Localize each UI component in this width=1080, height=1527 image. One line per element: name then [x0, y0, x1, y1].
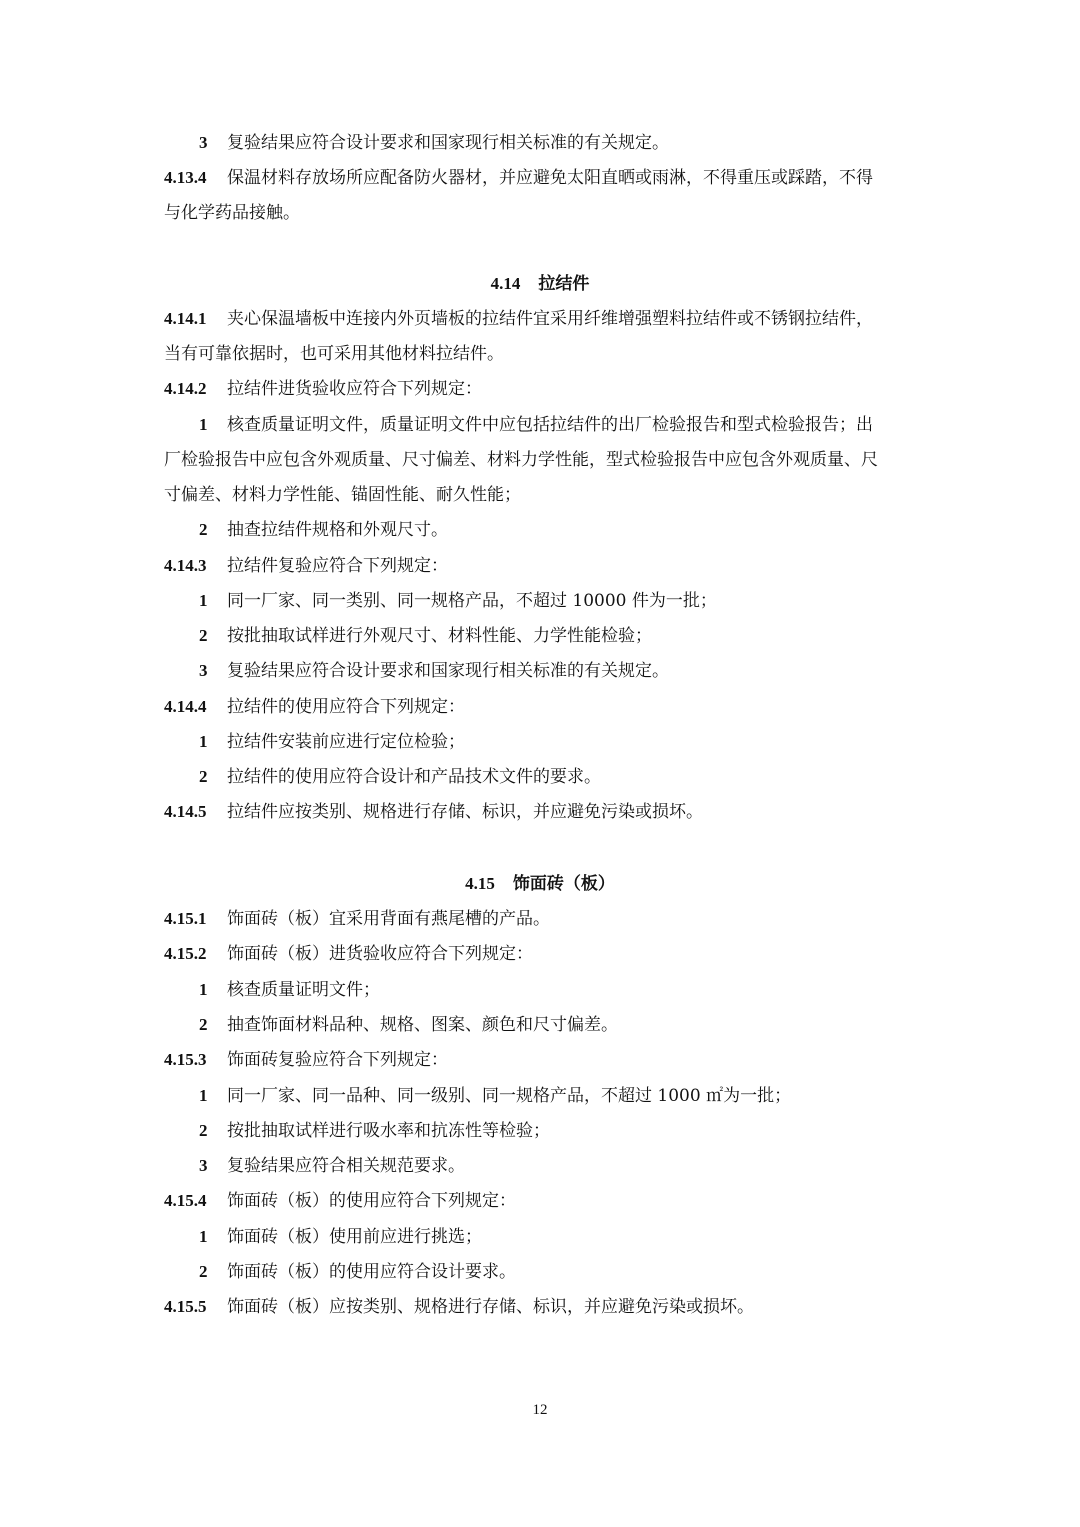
section-heading: [0, 873, 1080, 895]
item-number: 2: [199, 1262, 208, 1281]
item-text: 饰面砖（板）使用前应进行挑选；: [227, 1227, 482, 1247]
item-number: 1: [199, 1227, 208, 1246]
item-number: 2: [199, 1015, 208, 1034]
item-number: 2: [199, 767, 208, 786]
clause-text: 拉结件复验应符合下列规定：: [227, 556, 448, 576]
item-number: 3: [199, 133, 208, 152]
clause-continuation: 当有可靠依据时，也可采用其他材料拉结件。: [164, 344, 504, 364]
item-text: 饰面砖（板）的使用应符合设计要求。: [227, 1262, 516, 1282]
clause-text: 饰面砖复验应符合下列规定：: [227, 1050, 448, 1070]
clause-text: 饰面砖（板）宜采用背面有燕尾槽的产品。: [227, 909, 550, 929]
clause: [164, 308, 873, 330]
list-item: [199, 979, 380, 1001]
item-number: 1: [199, 732, 208, 751]
item-number: 2: [199, 626, 208, 645]
section-number: 4.15: [465, 874, 495, 893]
item-text: 同一厂家、同一品种、同一级别、同一规格产品，不超过 1000 ㎡为一批；: [227, 1086, 792, 1106]
clause-number: 4.15.1: [164, 909, 207, 928]
list-item: [199, 731, 465, 753]
clause-text: 饰面砖（板）的使用应符合下列规定：: [227, 1191, 516, 1211]
clause: [164, 378, 482, 400]
clause: [164, 801, 703, 823]
item-text: 复验结果应符合设计要求和国家现行相关标准的有关规定。: [227, 133, 669, 153]
clause: [164, 908, 550, 930]
item-number: 1: [199, 415, 208, 434]
item-text: 复验结果应符合设计要求和国家现行相关标准的有关规定。: [227, 661, 669, 681]
clause-number: 4.14.2: [164, 379, 207, 398]
section-title: 饰面砖（板）: [512, 874, 615, 894]
clause: [164, 1190, 516, 1212]
section-number: 4.14: [490, 274, 521, 293]
list-item: [199, 1261, 516, 1283]
item-number: 3: [199, 661, 208, 680]
section-title: 拉结件: [538, 274, 590, 294]
list-item: [199, 519, 448, 541]
item-text: 核查质量证明文件；: [227, 980, 380, 1000]
clause-text: 拉结件应按类别、规格进行存储、标识，并应避免污染或损坏。: [227, 802, 703, 822]
list-item: [199, 660, 669, 682]
clause: [164, 1296, 754, 1318]
list-item: [199, 132, 669, 154]
clause-number: 4.14.1: [164, 309, 207, 328]
list-item: [199, 1014, 618, 1036]
list-item: [199, 1226, 482, 1248]
page-number: 12: [532, 1402, 548, 1418]
item-text: 复验结果应符合相关规范要求。: [227, 1156, 465, 1176]
item-continuation: 厂检验报告中应包含外观质量、尺寸偏差、材料力学性能，型式检验报告中应包含外观质量、尺: [164, 450, 878, 470]
clause-text: 饰面砖（板）进货验收应符合下列规定：: [227, 944, 533, 964]
item-text: 同一厂家、同一类别、同一规格产品，不超过 10000 件为一批；: [227, 591, 717, 611]
clause-number: 4.15.4: [164, 1191, 207, 1210]
item-number: 2: [199, 520, 208, 539]
item-text: 按批抽取试样进行吸水率和抗冻性等检验；: [227, 1121, 550, 1141]
item-number: 1: [199, 591, 208, 610]
list-item: [199, 414, 873, 436]
clause: [164, 943, 533, 965]
item-number: 2: [199, 1121, 208, 1140]
item-number: 3: [199, 1156, 208, 1175]
item-number: 1: [199, 1086, 208, 1105]
list-item: [199, 1155, 465, 1177]
clause-number: 4.14.5: [164, 802, 207, 821]
list-item: [199, 1120, 550, 1142]
item-text: 核查质量证明文件，质量证明文件中应包括拉结件的出厂检验报告和型式检验报告；出: [227, 415, 873, 435]
item-text: 按批抽取试样进行外观尺寸、材料性能、力学性能检验；: [227, 626, 652, 646]
clause: [164, 167, 873, 189]
item-text: 拉结件安装前应进行定位检验；: [227, 732, 465, 752]
list-item: [199, 625, 652, 647]
clause-number: 4.13.4: [164, 168, 207, 187]
clause-text: 饰面砖（板）应按类别、规格进行存储、标识，并应避免污染或损坏。: [227, 1297, 754, 1317]
clause-number: 4.15.2: [164, 944, 207, 963]
section-heading: [0, 273, 1080, 295]
clause-number: 4.15.5: [164, 1297, 207, 1316]
clause-text: 夹心保温墙板中连接内外页墙板的拉结件宜采用纤维增强塑料拉结件或不锈钢拉结件，: [227, 309, 873, 329]
item-continuation: 寸偏差、材料力学性能、锚固性能、耐久性能；: [164, 485, 521, 505]
clause-number: 4.15.3: [164, 1050, 207, 1069]
clause-text: 拉结件进货验收应符合下列规定：: [227, 379, 482, 399]
item-text: 拉结件的使用应符合设计和产品技术文件的要求。: [227, 767, 601, 787]
clause-number: 4.14.3: [164, 556, 207, 575]
list-item: [199, 590, 717, 612]
clause: [164, 696, 465, 718]
clause: [164, 1049, 448, 1071]
clause: [164, 555, 448, 577]
clause-text: 拉结件的使用应符合下列规定：: [227, 697, 465, 717]
list-item: [199, 1085, 791, 1107]
item-text: 抽查饰面材料品种、规格、图案、颜色和尺寸偏差。: [227, 1015, 618, 1035]
clause-text: 保温材料存放场所应配备防火器材，并应避免太阳直晒或雨淋，不得重压或踩踏，不得: [227, 168, 873, 188]
clause-continuation: 与化学药品接触。: [164, 203, 300, 223]
list-item: [199, 766, 601, 788]
item-number: 1: [199, 980, 208, 999]
item-text: 抽查拉结件规格和外观尺寸。: [227, 520, 448, 540]
clause-number: 4.14.4: [164, 697, 207, 716]
